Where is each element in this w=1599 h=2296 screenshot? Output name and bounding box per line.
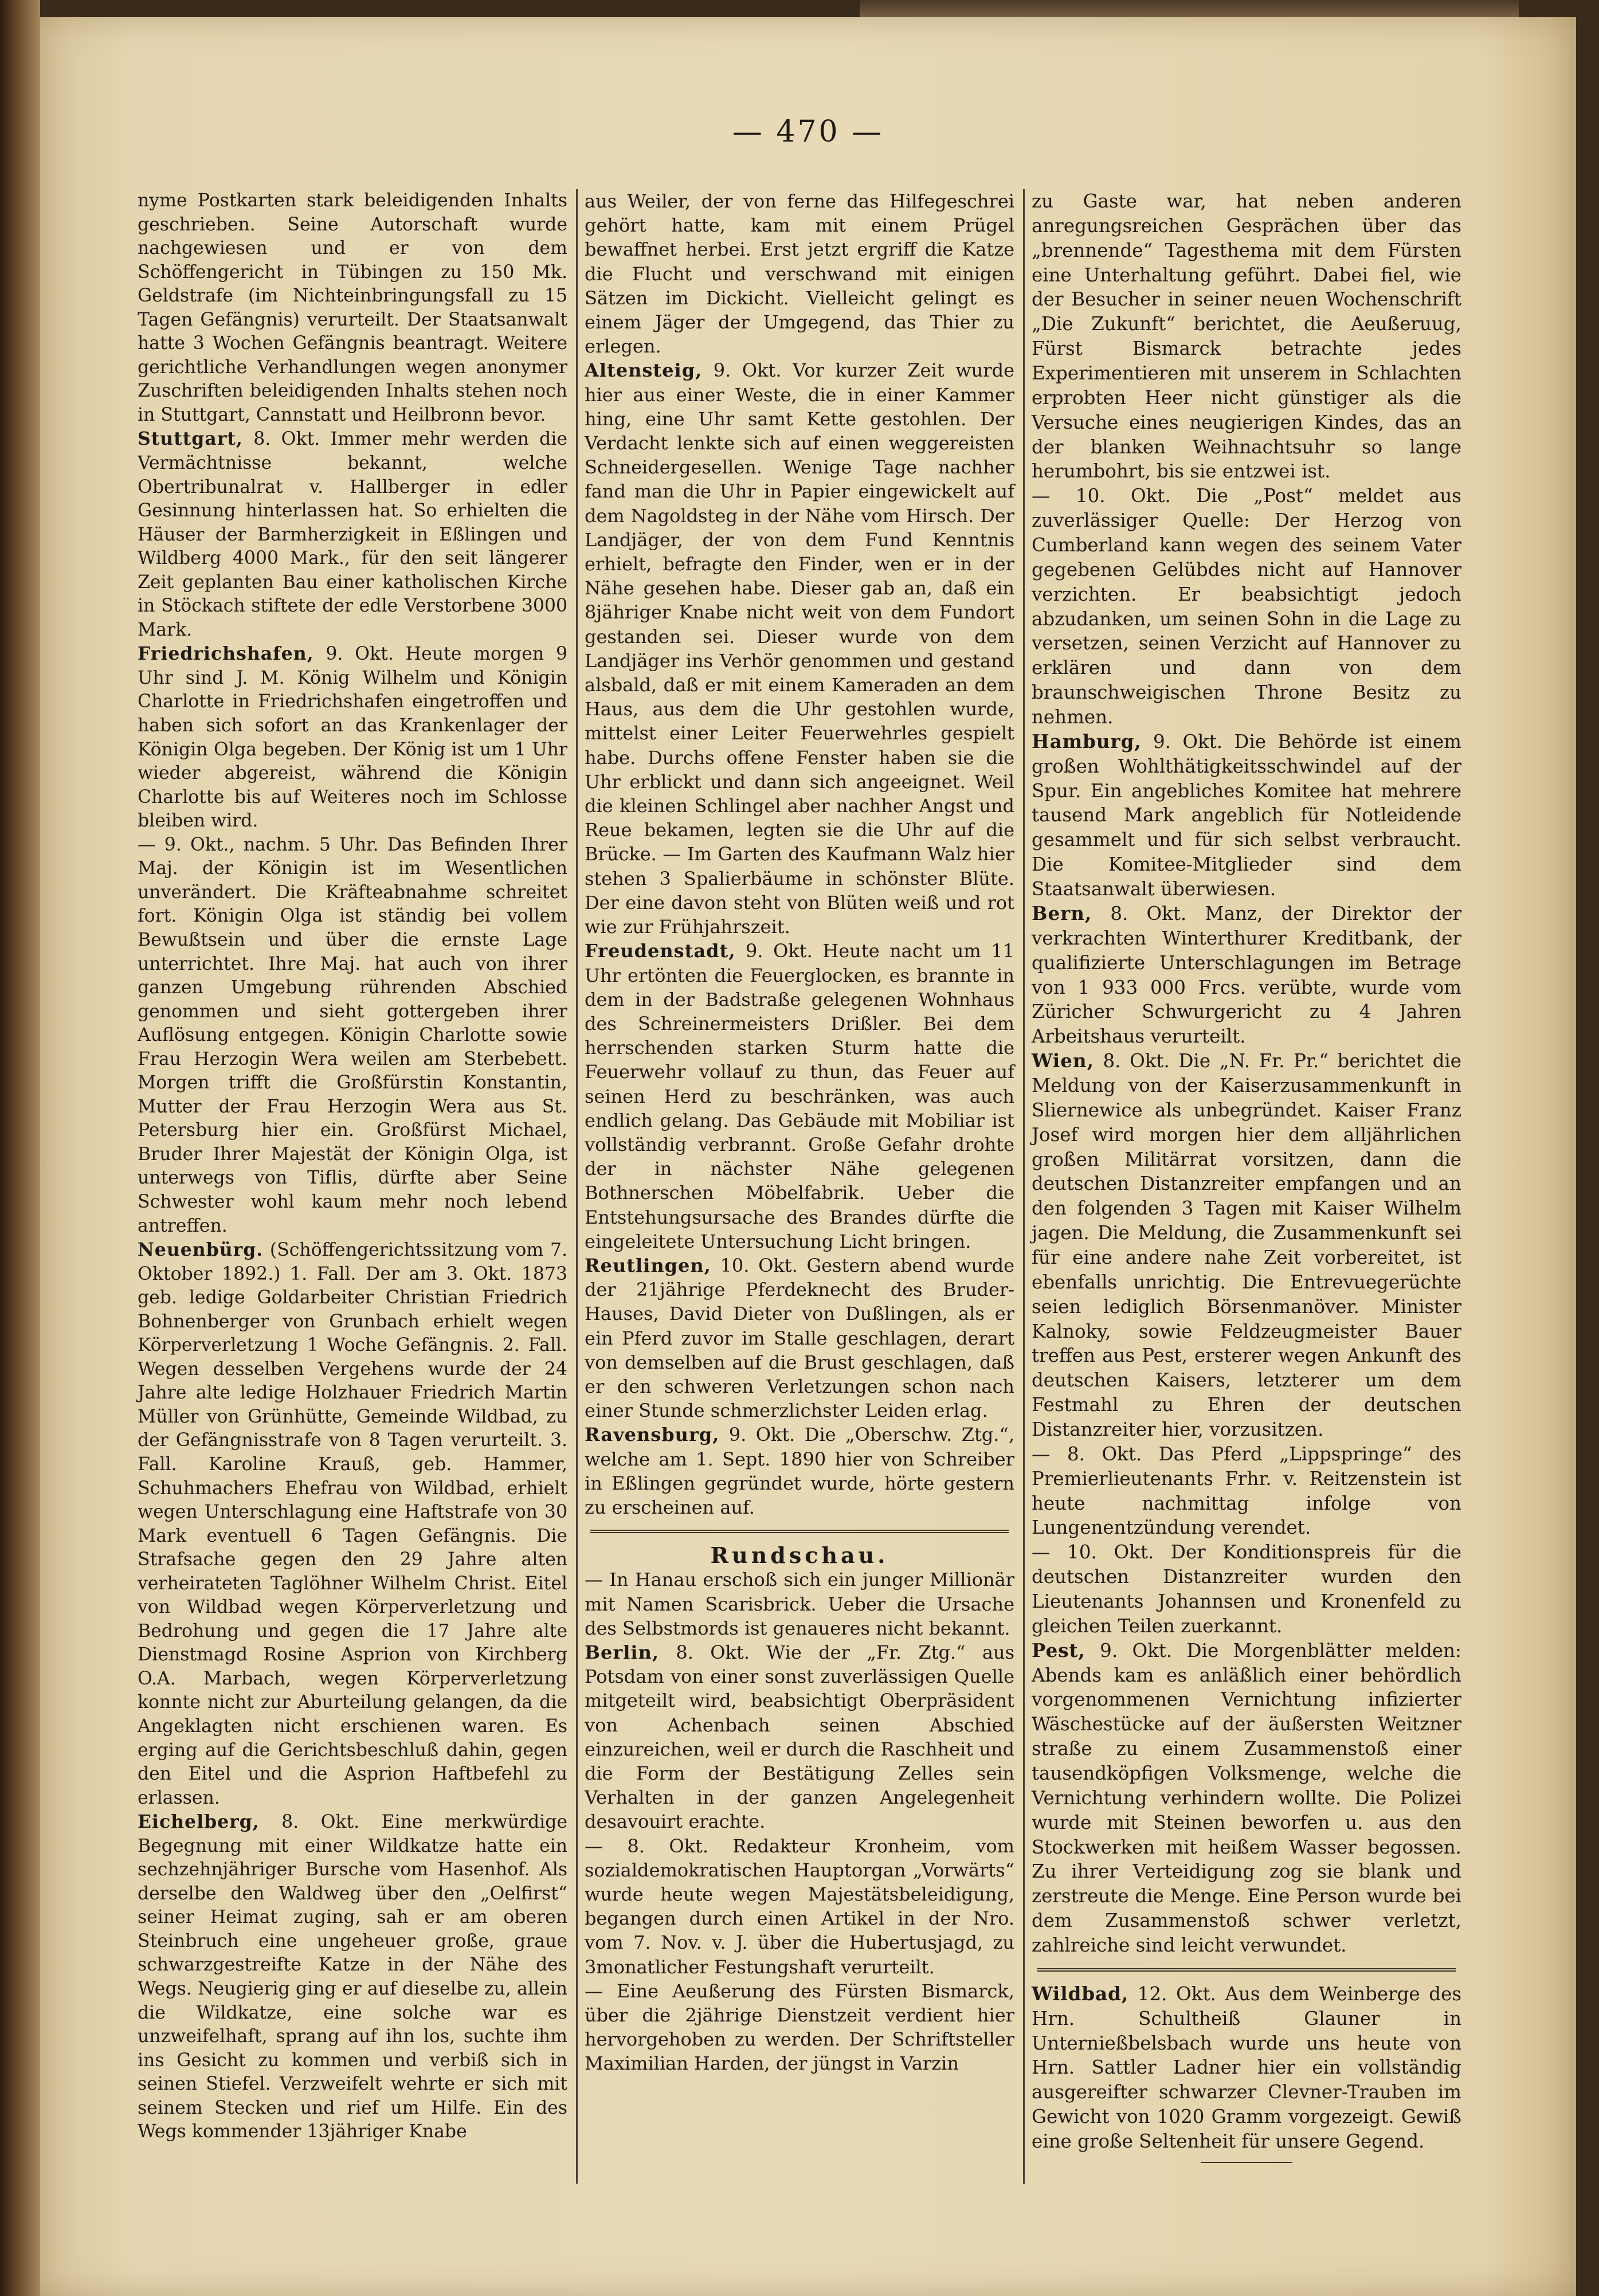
article-dateline: Freudenstadt, <box>585 940 736 962</box>
article-text: 9. Okt. Die „Oberschw. Ztg.“, welche am 1. Sept. 1890 hier von Schreiber in Eßlingen gegründet wurde, hörte gestern zu erscheinen auf. <box>585 1424 1014 1518</box>
article-paragraph <box>585 358 1014 939</box>
article-text: 12. Okt. Aus dem Weinberge des Hrn. Schultheiß Glauner in Unternießbelsbach wurde uns heute von Hrn. Sattler Ladner hier ein vollständig ausgereifter schwarzer Clevner-Trauben im Gewicht von 1020 Gramm vorgezeigt. Gewiß eine große Seltenheit für unsere Gegend. <box>1032 1982 1461 2153</box>
article-paragraph <box>585 189 1014 358</box>
article-dateline: Pest, <box>1032 1639 1085 1662</box>
article-paragraph <box>1032 484 1461 730</box>
end-rule <box>1201 2162 1292 2163</box>
article-dateline: Altensteig, <box>585 359 703 382</box>
article-dateline: Ravensburg, <box>585 1424 720 1446</box>
article-text: 8. Okt. Wie der „Fr. Ztg.“ aus Potsdam von einer sonst zuverlässigen Quelle mitgeteilt wird, beabsichtigt Oberpräsident von Achenbach seinen Abschied einzureichen, weil er durch die Raschheit und die Form der Bestätigung Zelles sein Verhalten in der ganzen Angelegenheit desavouirt erachte. <box>585 1641 1014 1833</box>
article-paragraph <box>1032 1442 1461 1540</box>
article-paragraph <box>138 833 567 1238</box>
article-paragraph <box>585 1253 1014 1423</box>
article-text: zu Gaste war, hat neben anderen anregungsreichen Gesprächen über das „brennende“ Tagesthema mit dem Fürsten eine Unterhaltung geführt. Dabei fiel, wie der Besucher in seiner neuen Wochenschrift „Die Zukunft“ berichtet, die Aeußeruug, Fürst Bismarck betrachte jedes Experimentieren mit unserem in Schlachten erprobten Heer nicht günstiger als die Versuche eines neugierigen Kindes, das an der blanken Weihnachtsuhr so lange herumbohrt, bis sie entzwei ist. <box>1032 190 1461 483</box>
article-paragraph <box>1032 1540 1461 1638</box>
article-text: — Eine Aeußerung des Fürsten Bismarck, über die 2jährige Dienstzeit verdient hier hervorgehoben zu werden. Der Schriftsteller Maximilian Harden, der jüngst in Varzin <box>585 1980 1014 2075</box>
article-text: — 8. Okt. Redakteur Kronheim, vom sozialdemokratischen Hauptorgan „Vorwärts“ wurde heute wegen Majestätsbeleidigung, begangen durch einen Artikel in der Nro. vom 7. Nov. v. J. über die Hubertusjagd, zu 3monatlicher Festungshaft verurteilt. <box>585 1835 1014 1978</box>
article-paragraph <box>585 1640 1014 1834</box>
article-dateline: Bern, <box>1032 902 1092 924</box>
article-text: — 9. Okt., nachm. 5 Uhr. Das Befinden Ihrer Maj. der Königin ist im Wesentlichen unverändert. Die Kräfteabnahme schreitet fort. Königin Olga ist ständig bei vollem Bewußtsein und über die ernste Lage unterrichtet. Ihre Maj. hat auch von ihrer ganzen Umgebung rührenden Abschied genommen und sieht gottergeben ihrer Auflösung entgegen. Königin Charlotte sowie Frau Herzogin Wera weilen am Sterbebett. Morgen trifft die Großfürstin Konstantin, Mutter der Frau Herzogin Wera aus St. Petersburg hier ein. Großfürst Michael, Bruder Ihrer Majestät der Königin Olga, ist unterwegs von Tiflis, dürfte aber Seine Schwester wohl kaum mehr noch lebend antreffen. <box>138 834 567 1236</box>
article-text: 8. Okt. Eine merkwürdige Begegnung mit einer Wildkatze hatte ein sechzehnjähriger Bursche vom Hasenhof. Als derselbe den Waldweg über den „Oelfirst“ seiner Heimat zuging, sah er am oberen Steinbruch eine ungeheuer große, graue schwarzgestreifte Katze in der Nähe des Wegs. Neugierig ging er auf dieselbe zu, allein die Wildkatze, eine solche war es unzweifelhaft, sprang auf ihn los, suchte ihm ins Gesicht zu kommen und verbiß sich in seinen Stiefel. Verzweifelt wehrte er sich mit seinem Stecken und rief um Hilfe. Ein des Wegs kommender 13jähriger Knabe <box>138 1812 567 2142</box>
article-paragraph <box>1032 189 1461 484</box>
article-paragraph <box>138 1238 567 1810</box>
article-text: 8. Okt. Die „N. Fr. Pr.“ berichtet die Meldung von der Kaiserzusammenkunft in Sliernewice als unbegründet. Kaiser Franz Josef wird morgen hier dem alljährlichen großen Militärrat vorsitzen, dann die deutschen Distanzreiter empfangen und an den folgenden 3 Tagen mit Kaiser Wilhelm jagen. Die Meldung, die Zusammenkunft sei für eine andere nahe Zeit vorbereitet, ist ebenfalls unrichtig. Die Entrevuegerüchte seien lediglich Börsenmanöver. Minister Kalnoky, sowie Feldzeugmeister Bauer treffen aus Pest, ersterer wegen Ankunft des deutschen Kaisers, letzterer um dem Festmahl zu Ehren der deutschen Distanzreiter hier, vorzusitzen. <box>1032 1050 1461 1440</box>
article-text: 10. Okt. Gestern abend wurde der 21jährige Pferdeknecht des Bruder-Hauses, David Dieter von Dußlingen, als er ein Pferd zuvor im Stalle geschlagen, derart von demselben auf die Brust geschlagen, daß er den schweren Verletzungen schon nach einer Stunde schmerzlichster Leiden erlag. <box>585 1254 1014 1422</box>
article-dateline: Berlin, <box>585 1641 659 1663</box>
column-divider <box>1023 189 1025 2184</box>
article-paragraph <box>585 1979 1014 2076</box>
article-paragraph <box>138 1810 567 2144</box>
article-text: 9. Okt. Die Behörde ist einem großen Wohlthätigkeitsschwindel auf der Spur. Ein angebliches Komitee hat mehrere tausend Mark angeblich für Notleidende gesammelt und für sich selbst verbraucht. Die Komitee-Mitglieder sind dem Staatsanwalt überwiesen. <box>1032 730 1461 900</box>
book-binding <box>0 0 40 2296</box>
article-text: 8. Okt. Manz, der Direktor der verkrachten Winterthurer Kreditbank, der qualifizierte Unterschlagungen im Betrage von 1 933 000 Frcs. verübte, wurde vom Züricher Schwurgericht zu 4 Jahren Arbeitshaus verurteilt. <box>1032 902 1461 1048</box>
article-dateline: Hamburg, <box>1032 730 1142 753</box>
article-paragraph <box>585 1423 1014 1519</box>
article-paragraph <box>1032 1982 1461 2154</box>
section-heading: Rundschau. <box>710 1542 889 1569</box>
article-paragraph <box>1032 902 1461 1049</box>
article-text: 8. Okt. Immer mehr werden die Vermächtnisse bekannt, welche Obertribunalrat v. Hallberger in edler Gesinnung hinterlassen hat. So erhielten die Häuser der Barmherzigkeit in Eßlingen und Wildberg 4000 Mark., für den seit längerer Zeit geplanten Bau einer katholischen Kirche in Stöckach stiftete der edle Verstorbene 3000 Mark. <box>138 429 567 640</box>
article-text: — 10. Okt. Die „Post“ meldet aus zuverlässiger Quelle: Der Herzog von Cumberland kann wegen des seinem Vater gegebenen Gelübdes nicht auf Hannover verzichten. Er beabsichtigt jedoch abzudanken, um seinen Sohn in die Lage zu versetzen, seinen Verzicht auf Hannover zu erklären und dann von dem braunschweigischen Throne Besitz zu nehmen. <box>1032 485 1461 728</box>
article-paragraph <box>585 1834 1014 1979</box>
article-text: aus Weiler, der von ferne das Hilfegeschrei gehört hatte, kam mit einem Prügel bewaffnet herbei. Erst jetzt ergriff die Katze die Flucht und verschwand mit einigen Sätzen im Dickicht. Vielleicht gelingt es einem Jäger der Umgegend, das Thier zu erlegen. <box>585 190 1014 358</box>
article-paragraph <box>138 642 567 833</box>
article-paragraph <box>1032 1049 1461 1442</box>
column-divider <box>576 189 578 2184</box>
article-dateline: Eichelberg, <box>138 1811 260 1833</box>
article-paragraph <box>138 189 567 427</box>
article-text: (Schöffengerichtssitzung vom 7. Oktober 1892.) 1. Fall. Der am 3. Okt. 1873 geb. ledige Goldarbeiter Christian Friedrich Bohnenberger von Grunbach erhielt wegen Körperverletzung 1 Woche Gefängnis. 2. Fall. Wegen desselben Vergehens wurde der 24 Jahre alte ledige Holzhauer Friedrich Martin Müller von Grünhütte, Gemeinde Wildbad, zu der Gefängnisstrafe von 8 Tagen verurteilt. 3. Fall. Karoline Krauß, geb. Hammer, Schuhmachers Ehefrau von Wildbad, erhielt wegen Unterschlagung eine Haftstrafe von 30 Mark eventuell 6 Tagen Gefängnis. Die Strafsache gegen den 29 Jahre alten verheirateten Taglöhner Wilhelm Christ. Eitel von Wildbad wegen Körperverletzung und Bedrohung und gegen die 17 Jahre alte Dienstmagd Rosine Asprion von Kirchberg O.A. Marbach, wegen Körperverletzung konnte nicht zur Aburteilung gelangen, da die Angeklagten nicht erschienen waren. Es erging auf die Gerichtsbeschluß dahin, gegen den Eitel und die Asprion Haftbefehl zu erlassen. <box>138 1240 567 1808</box>
article-dateline: Neuenbürg. <box>138 1239 264 1261</box>
article-text: — 10. Okt. Der Konditionspreis für die deutschen Distanzreiter wurden den Lieutenants Johannsen und Kronenfeld zu gleichen Teilen zuerkannt. <box>1032 1541 1461 1637</box>
article-paragraph <box>585 1568 1014 1640</box>
article-text: 9. Okt. Heute morgen 9 Uhr sind J. M. König Wilhelm und Königin Charlotte in Friedrichshafen eingetroffen und haben sich sofort an das Krankenlager der Königin Olga begeben. Der König ist um 1 Uhr wieder abgereist, während die Königin Charlotte bis auf Weiteres noch im Schlosse bleiben wird. <box>138 644 567 832</box>
section-rule <box>1037 1968 1456 1972</box>
article-paragraph <box>1032 730 1461 902</box>
newspaper-page <box>40 17 1576 2296</box>
article-text: nyme Postkarten stark beleidigenden Inhalts geschrieben. Seine Autorschaft wurde nachgewiesen und er von dem Schöffengericht in Tübingen zu 150 Mk. Geldstrafe (im Nichteinbringungsfall zu 15 Tagen Gefängnis) verurteilt. Der Staatsanwalt hatte 3 Wochen Gefängnis beantragt. Weitere gerichtliche Verhandlungen wegen anonymer Zuschriften beleidigenden Inhalts stehen noch in Stuttgart, Cannstatt und Heilbronn bevor. <box>138 190 567 425</box>
article-paragraph <box>138 427 567 642</box>
column-2 <box>585 189 1014 2076</box>
page-number: — 470 — <box>732 115 884 149</box>
article-dateline: Wien, <box>1032 1049 1094 1072</box>
column-1 <box>138 189 567 2144</box>
article-text: 9. Okt. Vor kurzer Zeit wurde hier aus einer Weste, die in einer Kammer hing, eine Uhr samt Kette gestohlen. Der Verdacht lenkte sich auf einen weggereisten Schneidergesellen. Wenige Tage nachher fand man die Uhr in Papier eingewickelt auf dem Nagoldsteg in der Nähe vom Hirsch. Der Landjäger, der von dem Fund Kenntnis erhielt, befragte den Finder, wen er in der Nähe gesehen habe. Dieser gab an, daß ein 8jähriger Knabe nicht weit von dem Fundort gestanden sei. Dieser wurde von dem Landjäger ins Verhör genommen und gestand alsbald, daß er mit einem Kameraden an dem Haus, aus dem die Uhr gestohlen wurde, mittelst einer Leiter Feuerwehrles gespielt habe. Durchs offene Fenster haben sie die Uhr erblickt und dann sich angeeignet. Weil die kleinen Schlingel aber nachher Angst und Reue bekamen, legten sie die Uhr auf die Brücke. — Im Garten des Kaufmann Walz hier stehen 3 Spalierbäume in schönster Blüte. Der eine davon steht von Blüten weiß und rot wie zur Frühjahrszeit. <box>585 359 1014 938</box>
article-dateline: Reutlingen, <box>585 1254 711 1276</box>
article-text: — In Hanau erschoß sich ein junger Millionär mit Namen Scarisbrick. Ueber die Ursache des Selbstmords ist genaueres nicht bekannt. <box>585 1569 1014 1639</box>
article-paragraph <box>1032 1639 1461 1958</box>
article-text: 9. Okt. Heute nacht um 11 Uhr ertönten die Feuerglocken, es brannte in dem in der Badstraße gelegenen Wohnhaus des Schreinermeisters Drißler. Bei dem herrschenden starken Sturm hatte die Feuerwehr vollauf zu thun, das Feuer auf seinen Herd zu beschränken, was auch endlich gelang. Das Gebäude mit Mobiliar ist vollständig verbrannt. Große Gefahr drohte der in nächster Nähe gelegenen Bothnerschen Möbelfabrik. Ueber die Entstehungsursache des Brandes dürfte die eingeleitete Untersuchung Licht bringen. <box>585 940 1014 1252</box>
article-paragraph <box>585 939 1014 1253</box>
article-text: — 8. Okt. Das Pferd „Lippspringe“ des Premierlieutenants Frhr. v. Reitzenstein ist heute nachmittag infolge von Lungenentzündung verendet. <box>1032 1443 1461 1539</box>
article-dateline: Wildbad, <box>1032 1982 1129 2005</box>
column-3 <box>1032 189 1461 2163</box>
article-text: 9. Okt. Die Morgenblätter melden: Abends kam es anläßlich einer behördlich vorgenommenen Vernichtung infizierter Wäschestücke auf der äußersten Weitzner straße zu einem Zusammenstoß einer tausendköpfigen Volksmenge, welche die Vernichtung verhindern wollte. Die Polizei wurde mit Steinen beworfen u. aus den Stockwerken mit heißem Wasser begossen. Zu ihrer Verteidigung zog sie blank und zerstreute die Menge. Eine Person wurde bei dem Zusammenstoß schwer verletzt, zahlreiche sind leicht verwundet. <box>1032 1639 1461 1957</box>
article-dateline: Stuttgart, <box>138 428 243 450</box>
article-dateline: Friedrichshafen, <box>138 643 314 665</box>
section-rule <box>590 1530 1009 1533</box>
